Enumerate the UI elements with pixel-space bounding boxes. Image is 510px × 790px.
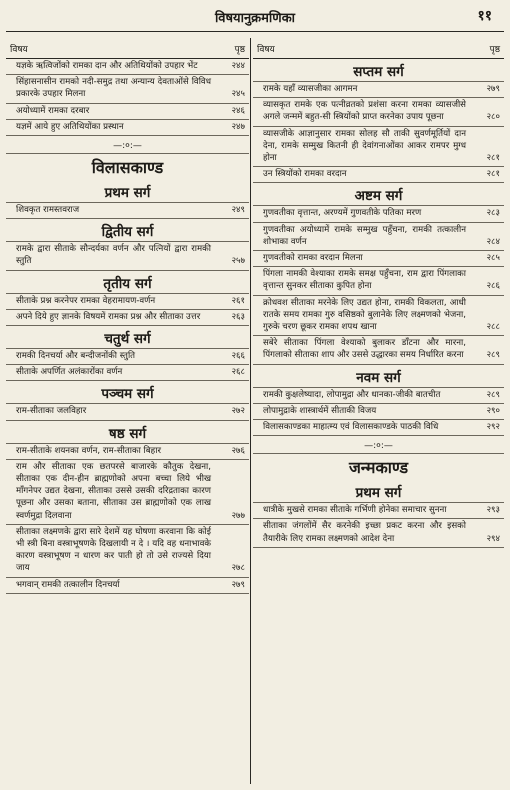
sarg-heading: तृतीय सर्ग xyxy=(6,271,249,294)
toc-entry xyxy=(6,578,249,594)
toc-entry xyxy=(6,203,249,219)
entry-page: २९४ xyxy=(486,533,500,544)
toc-entry xyxy=(6,349,249,365)
entry-text: शिवकृत रामस्तवराज xyxy=(16,205,80,216)
entry-page: २९३ xyxy=(486,505,500,516)
entry-page: २४९ xyxy=(231,205,245,216)
entry-page: २९२ xyxy=(486,422,500,433)
entry-list xyxy=(253,206,504,364)
page-header xyxy=(0,0,510,36)
entry-page: २६३ xyxy=(231,311,245,322)
entry-text: व्यासकृत रामके एक पत्नीव्रतको प्रशंसा करना रामका व्यासजीसे अगले जन्ममें बहुत-सी स्त्रियोंको प्राप्त करनेका उपाय पूछना xyxy=(263,100,466,123)
right-column xyxy=(253,40,504,784)
toc-entry xyxy=(6,444,249,460)
entry-text: अयोध्यामें रामका दरबार xyxy=(16,105,90,116)
entry-page: २८९ xyxy=(486,350,500,361)
entry-text: राम और सीताका एक छतपरसे बाजारके कौतुक देखना, सीताका एक दीन-हीन ब्राह्मणोको अपना बच्चा लिये भीख माँगनेपर उद्यत देखना, सीताका उससे उसकी दरिद्रताका कारण पूछना और उसका बताना, सीताका उस ब्राह्मणोको एक लाख स्वर्णमुद्रा दिलवाना xyxy=(16,461,211,521)
entry-text: लोपामुद्राके शास्त्रार्थमें सीताकी विजय xyxy=(263,405,377,416)
entry-list xyxy=(253,82,504,183)
entry-text: यज्ञके ऋत्विजोंको रामका दान और अतिथियोंको उपहार भेंट xyxy=(16,61,198,71)
toc-entry xyxy=(253,82,504,98)
toc-entry xyxy=(253,98,504,126)
entry-list xyxy=(6,203,249,219)
toc-entry xyxy=(253,223,504,251)
toc-entry xyxy=(253,420,504,436)
entry-text: गुणवतीका अयोध्यामें रामके सम्मुख पहुँचना, रामकी तत्कालीन शोभाका वर्णन xyxy=(263,224,466,247)
sarg-heading: चतुर्थ सर्ग xyxy=(6,326,249,349)
toc-entry xyxy=(253,167,504,183)
entry-page: २६१ xyxy=(231,295,245,306)
entry-text: क्रोधवश सीताका मरनेके लिए उद्यत होना, रामकी विकलता, आधी रातके समय रामका गुरु वसिष्ठको बुलानेके लिए लक्ष्मणको भेजना, गुरुके चरण छूकर रामका शपथ खाना xyxy=(263,297,466,333)
entry-page: २८६ xyxy=(486,281,500,292)
entry-text: गुणवतीका वृत्तान्त, अरण्यमें गुणवतीके पतिका मरण xyxy=(263,208,422,219)
entry-list xyxy=(253,503,504,548)
toc-entry xyxy=(6,242,249,270)
entry-text: पिंगला नामकी वेश्याका रामके समक्ष पहुँचना, राम द्वारा पिंगलाका वृत्तान्त सुनकर सीताका कुपित होना xyxy=(263,269,466,292)
entry-text: उन स्त्रियोंको रामका वरदान xyxy=(263,169,347,180)
entry-page: २८१ xyxy=(486,153,500,164)
entry-text: रामके द्वारा सीताके सौन्दर्यका वर्णन और पत्नियों द्वारा रामकी स्तुति xyxy=(16,244,211,267)
sarg-heading: नवम सर्ग xyxy=(253,365,504,388)
entry-list xyxy=(6,349,249,381)
entry-page: २७९ xyxy=(231,579,245,590)
section-separator: —:०:— xyxy=(253,436,504,454)
page-number: ११ xyxy=(477,8,492,24)
entry-page: २८९ xyxy=(486,389,500,400)
entry-text: सीताका जंगलोंमें सैर करनेकी इच्छा प्रकट करना और इसको तैयारीके लिए रामका लक्ष्मणको आदेश देना xyxy=(263,521,466,544)
toc-entry xyxy=(253,388,504,404)
toc-entry xyxy=(253,336,504,364)
toc-entry xyxy=(253,519,504,547)
toc-entry xyxy=(6,525,249,578)
toc-entry xyxy=(253,267,504,295)
toc-entry xyxy=(6,120,249,136)
entry-page: २९० xyxy=(486,405,500,416)
entry-text: गुणवतीको रामका वरदान मिलना xyxy=(263,253,363,264)
entry-page: २८१ xyxy=(486,169,500,180)
entry-page: २६८ xyxy=(231,367,245,378)
entry-text: रामकी दिनचर्या और बन्दीजनोंकी स्तुति xyxy=(16,351,136,362)
entry-text: रामके यहाँ व्यासजीका आगमन xyxy=(263,84,358,94)
sarg-heading: द्वितीय सर्ग xyxy=(6,219,249,242)
left-column xyxy=(6,40,249,784)
entry-page: २६६ xyxy=(231,351,245,362)
entry-text: भगवान् रामकी तत्कालीन दिनचर्या xyxy=(16,579,120,590)
entry-page: २८३ xyxy=(486,208,500,219)
toc-entry xyxy=(6,404,249,420)
entry-text: राम-सीताके शयनका वर्णन, राम-सीताका बिहार xyxy=(16,445,161,456)
column-header xyxy=(253,40,504,59)
subject-heading: विषय xyxy=(10,45,28,55)
entry-page: २८४ xyxy=(486,236,500,247)
toc-entry xyxy=(6,460,249,525)
entry-text: सीताके अपर्णित अलंकारोंका वर्णन xyxy=(16,367,123,378)
entry-page: २५७ xyxy=(231,256,245,267)
subject-heading: विषय xyxy=(257,45,275,55)
kanda-title: विलासकाण्ड xyxy=(91,158,164,178)
entry-text: व्यासजीके आज्ञानुसार रामका सोलह सौ ताकी सुवर्णमूर्तियों दान देना, रामके सम्मुख कितनी ही देवांगनाओंका आकर रामपर मुग्ध होना xyxy=(263,128,466,164)
entry-page: २४४ xyxy=(231,61,245,71)
entry-list xyxy=(6,444,249,594)
column-divider xyxy=(250,38,251,784)
toc-entry xyxy=(253,503,504,519)
sarg-heading: षष्ठ सर्ग xyxy=(6,421,249,444)
entry-page: २७८ xyxy=(231,563,245,574)
entry-page: २७७ xyxy=(231,510,245,521)
entry-text: सीताका लक्ष्मणके द्वारा सारे देशमें यह घोषणा करवाना कि कोई भी स्त्री बिना वस्त्राभूषणके दिखलायी न दे । यदि वह धनाभावके कारण वस्त्राभूषण न धारण कर पाती हो तो उसे राज्यसे दिया जाय xyxy=(16,526,211,574)
entry-text: धात्रीके मुखसे रामका सीताके गर्भिणी होनेका समाचार सुनना xyxy=(263,505,447,516)
header-rule xyxy=(6,31,504,32)
toc-entry xyxy=(6,104,249,120)
entry-text: सिंहासनासीन रामको नदी-समुद्र तथा अन्यान्य देवताओंसे विविध प्रकारके उपहार मिलना xyxy=(16,77,211,100)
entry-text: विलासकाण्डका माहात्म्य एवं विलासकाण्डके पाठकी विधि xyxy=(263,422,439,433)
entry-text: यज्ञमें आये हुए अतिथियोंका प्रस्थान xyxy=(16,121,124,132)
section-separator: —:०:— xyxy=(6,136,249,154)
entry-list xyxy=(6,294,249,326)
kanda-title: जन्मकाण्ड xyxy=(348,458,409,478)
entry-page: २८० xyxy=(486,112,500,123)
entry-page: २७९ xyxy=(486,84,500,94)
entry-list xyxy=(6,59,249,136)
entry-page: २४५ xyxy=(231,89,245,100)
toc-entry xyxy=(253,206,504,222)
toc-entry xyxy=(6,75,249,103)
entry-list xyxy=(253,388,504,437)
sarg-heading: प्रथम सर्ग xyxy=(253,480,504,503)
toc-entry xyxy=(253,127,504,168)
entry-text: सीताके प्रश्न करनेपर रामका वेहरामायण-वर्णन xyxy=(16,295,156,306)
entry-page: २४७ xyxy=(231,121,245,132)
toc-entry xyxy=(6,59,249,75)
entry-page: २४६ xyxy=(231,105,245,116)
sarg-heading: प्रथम सर्ग xyxy=(6,180,249,203)
entry-text: रामकी कुक्षलेष्यादा, लोपामुद्रा और धानका-जीकी बातचीत xyxy=(263,389,441,400)
toc-entry xyxy=(6,294,249,310)
column-header xyxy=(6,40,249,59)
entry-page: २७६ xyxy=(231,445,245,456)
entry-text: अपने दिये हुए ज्ञानके विषयमें रामका प्रश्न और सीताका उत्तर xyxy=(16,311,201,322)
page-heading: पृष्ठ xyxy=(234,45,245,55)
entry-list xyxy=(6,404,249,420)
toc-entry xyxy=(6,310,249,326)
sarg-heading: पञ्चम सर्ग xyxy=(6,381,249,404)
sarg-heading: सप्तम सर्ग xyxy=(253,59,504,82)
entry-list xyxy=(6,242,249,270)
entry-page: २७२ xyxy=(231,406,245,417)
toc-entry xyxy=(253,296,504,337)
toc-entry xyxy=(253,251,504,267)
entry-page: २८८ xyxy=(486,322,500,333)
page-heading: पृष्ठ xyxy=(489,45,500,55)
entry-page: २८५ xyxy=(486,253,500,264)
sarg-heading: अष्टम सर्ग xyxy=(253,183,504,206)
entry-text: सबेरे सीताका पिंगला वेश्याको बुलाकर डाँटना और मारना, पिंगलाको सीताका शाप और उससे उद्धारका समय निर्धारित करना xyxy=(263,338,466,361)
entry-text: राम-सीताका जलविहार xyxy=(16,406,87,417)
page-title: विषयानुक्रमणिका xyxy=(214,11,296,26)
toc-entry xyxy=(253,404,504,420)
toc-entry xyxy=(6,365,249,381)
